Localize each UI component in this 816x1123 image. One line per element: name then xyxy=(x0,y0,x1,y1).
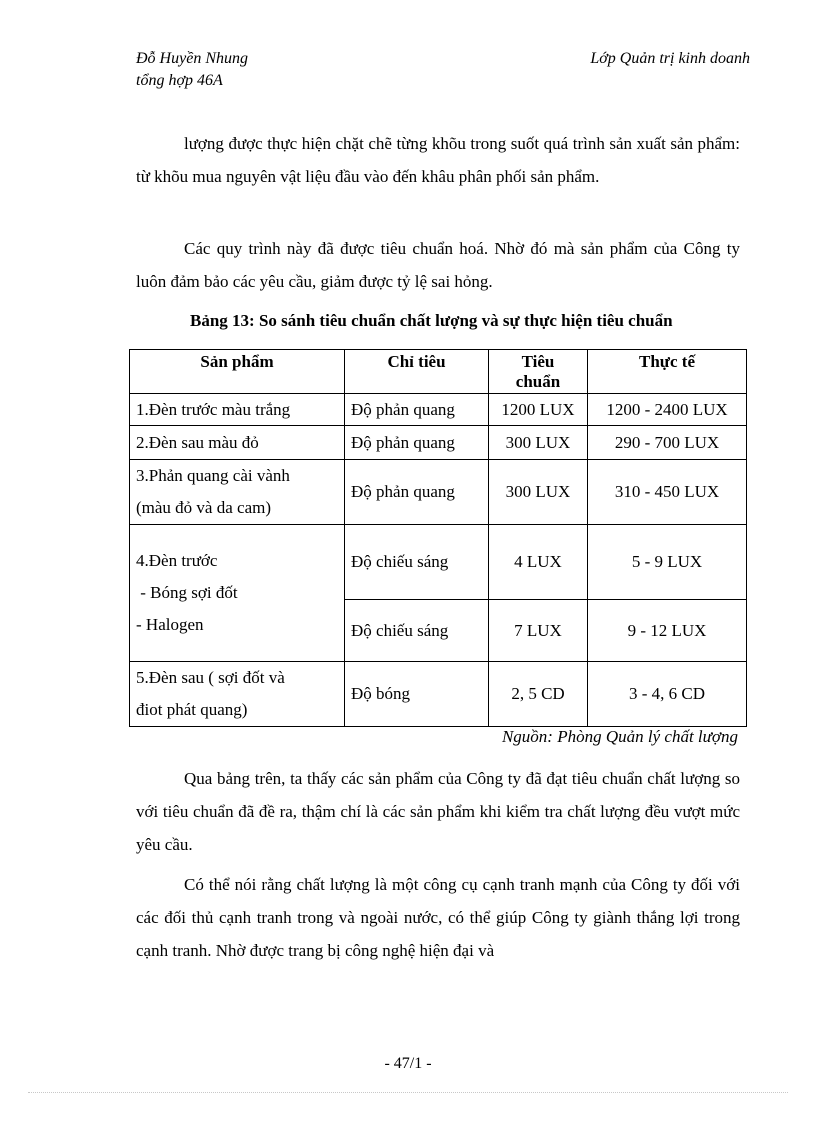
product-line: 3.Phản quang cài vành xyxy=(136,466,290,485)
cell-criterion: Độ phản quang xyxy=(345,460,489,525)
cell-actual: 5 - 9 LUX xyxy=(588,525,747,600)
cell-criterion: Độ phản quang xyxy=(345,426,489,460)
table-caption: Bảng 13: So sánh tiêu chuẩn chất lượng và sự thực hiện tiêu chuẩn xyxy=(190,311,673,330)
table-row xyxy=(130,460,747,525)
cell-standard: 300 LUX xyxy=(489,460,588,525)
cell-actual: 290 - 700 LUX xyxy=(588,426,747,460)
cell-actual: 9 - 12 LUX xyxy=(588,600,747,662)
table-row xyxy=(130,394,747,426)
cell-standard: 1200 LUX xyxy=(489,394,588,426)
table-row xyxy=(130,525,747,600)
cell-criterion: Độ chiếu sáng xyxy=(345,600,489,662)
page-number: - 47/1 - xyxy=(384,1055,432,1072)
paragraph-4: Có thể nói rằng chất lượng là một công cụ cạnh tranh mạnh của Công ty đối với các đối thủ cạnh tranh trong và ngoài nước, có thể giúp Công ty giành thắng lợi trong cạnh tranh. Nhờ được trang bị công nghệ hiện đại và xyxy=(136,875,740,960)
cell-product xyxy=(130,662,345,727)
header-standard xyxy=(489,350,588,394)
cell-product xyxy=(130,525,345,662)
author-class: tổng hợp 46A xyxy=(136,72,223,89)
cell-standard: 4 LUX xyxy=(489,525,588,600)
table-header-row xyxy=(130,350,747,394)
cell-actual: 3 - 4, 6 CD xyxy=(588,662,747,727)
cell-product: 2.Đèn sau màu đỏ xyxy=(130,426,345,460)
paragraph-1: lượng được thực hiện chặt chẽ từng khõu trong suốt quá trình sản xuất sản phẩm: từ khõu mua nguyên vật liệu đầu vào đến khâu phân phối sản phẩm. xyxy=(136,134,740,186)
cell-actual: 1200 - 2400 LUX xyxy=(588,394,747,426)
product-line: - Halogen xyxy=(136,615,204,634)
cell-product xyxy=(130,460,345,525)
product-line: 4.Đèn trước xyxy=(136,551,218,570)
page-bottom-divider xyxy=(28,1092,788,1093)
cell-standard: 7 LUX xyxy=(489,600,588,662)
comparison-table xyxy=(129,349,747,727)
cell-product: 1.Đèn trước màu trắng xyxy=(130,394,345,426)
table-row xyxy=(130,426,747,460)
product-line: (màu đỏ và da cam) xyxy=(136,498,271,517)
cell-criterion: Độ chiếu sáng xyxy=(345,525,489,600)
cell-criterion: Độ bóng xyxy=(345,662,489,727)
table-source: Nguồn: Phòng Quản lý chất lượng xyxy=(501,727,738,746)
paragraph-2: Các quy trình này đã được tiêu chuẩn hoá. Nhờ đó mà sản phẩm của Công ty luôn đảm bảo các yêu cầu, giảm được tỷ lệ sai hỏng. xyxy=(136,239,740,291)
author-name: Đỗ Huyền Nhung xyxy=(136,50,248,67)
page-header-class: Lớp Quản trị kinh doanh xyxy=(590,50,750,67)
header-criterion: Chỉ tiêu xyxy=(345,350,489,394)
cell-actual: 310 - 450 LUX xyxy=(588,460,747,525)
cell-standard: 2, 5 CD xyxy=(489,662,588,727)
header-product: Sản phẩm xyxy=(130,350,345,394)
header-actual: Thực tế xyxy=(588,350,747,394)
product-line: - Bóng sợi đốt xyxy=(136,583,238,602)
product-line: điot phát quang) xyxy=(136,700,248,719)
cell-criterion: Độ phản quang xyxy=(345,394,489,426)
page-header-author xyxy=(136,48,248,92)
product-line: 5.Đèn sau ( sợi đốt và xyxy=(136,668,285,687)
header-standard-text: Tiêu chuẩn xyxy=(515,352,561,391)
table-row xyxy=(130,662,747,727)
paragraph-3: Qua bảng trên, ta thấy các sản phẩm của Công ty đã đạt tiêu chuẩn chất lượng so với tiêu chuẩn đã đề ra, thậm chí là các sản phẩm khi kiểm tra chất lượng đều vượt mức yêu cầu. xyxy=(136,769,740,854)
cell-standard: 300 LUX xyxy=(489,426,588,460)
